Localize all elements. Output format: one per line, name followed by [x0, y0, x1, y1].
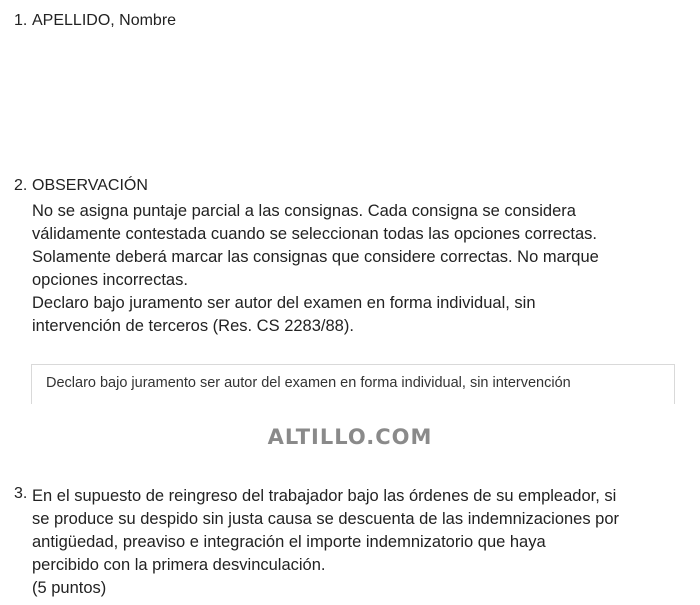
question-number: 3. — [14, 485, 28, 502]
question-body — [32, 200, 692, 338]
body-line: Declaro bajo juramento ser autor del examen en forma individual, sin — [32, 294, 536, 312]
question-number: 2. — [14, 177, 28, 194]
question-points: (5 puntos) — [32, 579, 107, 597]
body-line: No se asigna puntaje parcial a las consignas. Cada consigna se considera — [32, 202, 576, 220]
body-line: válidamente contestada cuando se seleccionan todas las opciones correctas. — [32, 225, 598, 243]
question-text — [32, 485, 692, 600]
body-line: Solamente deberá marcar las consignas que considere correctas. No marque — [32, 248, 599, 266]
watermark: ALTILLO.COM — [267, 425, 433, 449]
question-text-line: percibido con la primera desvinculación. — [32, 556, 326, 574]
question-title: APELLIDO, Nombre — [32, 12, 177, 29]
body-line: intervención de terceros (Res. CS 2283/88). — [32, 317, 354, 335]
question-text-line: En el supuesto de reingreso del trabajador bajo las órdenes de su empleador, si — [32, 487, 617, 505]
body-line: opciones incorrectas. — [32, 271, 188, 289]
answer-input[interactable]: Declaro bajo juramento ser autor del examen en forma individual, sin intervención — [31, 364, 675, 404]
question-title: OBSERVACIÓN — [32, 177, 148, 194]
question-text-line: se produce su despido sin justa causa se descuenta de las indemnizaciones por — [32, 510, 620, 528]
question-number: 1. — [14, 12, 28, 29]
question-text-line: antigüedad, preaviso e integración el importe indemnizatorio que haya — [32, 533, 546, 551]
